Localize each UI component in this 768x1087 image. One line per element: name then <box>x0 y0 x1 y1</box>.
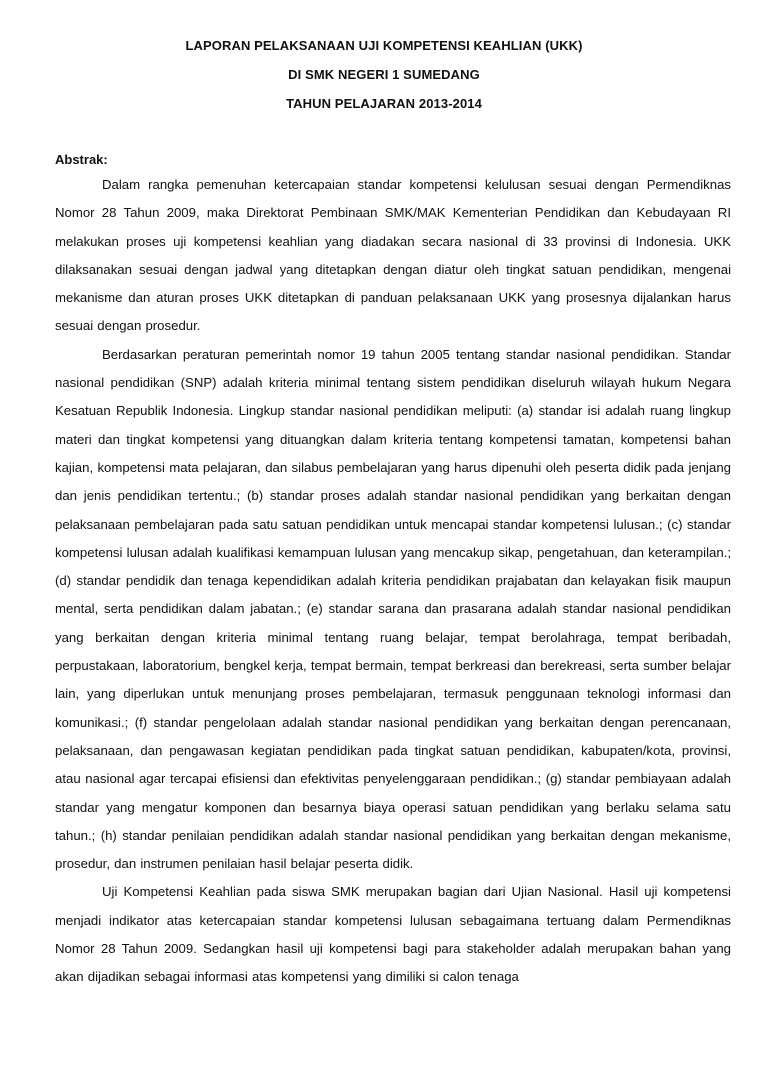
abstract-heading: Abstrak: <box>55 152 108 167</box>
paragraph-intro: Dalam rangka pemenuhan ketercapaian standar kompetensi kelulusan sesuai dengan Permendiknas Nomor 28 Tahun 2009, maka Direktorat Pembinaan SMK/MAK Kementerian Pendidikan dan Kebudayaan RI melakukan proses uji kompetensi keahlian yang diadakan secara nasional di 33 provinsi di Indonesia. UKK dilaksanakan sesuai dengan jadwal yang ditetapkan dengan diatur oleh tingkat satuan pendidikan, mengenai mekanisme dan aturan proses UKK ditetapkan di panduan pelaksanaan UKK yang prosesnya dijalankan harus sesuai dengan prosedur. <box>55 177 731 334</box>
report-title: LAPORAN PELAKSANAAN UJI KOMPETENSI KEAHLIAN (UKK) <box>185 38 583 53</box>
abstract-body <box>55 171 731 992</box>
school-name: DI SMK NEGERI 1 SUMEDANG <box>288 67 480 82</box>
paragraph-snp: Berdasarkan peraturan pemerintah nomor 19 tahun 2005 tentang standar nasional pendidikan. Standar nasional pendidikan (SNP) adalah kriteria minimal tentang sistem pendidikan diseluruh wilayah hukum Negara Kesatuan Republik Indonesia. Lingkup standar nasional pendidikan meliputi: (a) standar isi adalah ruang lingkup materi dan tingkat kompetensi yang dituangkan dalam kriteria tentang kompetensi tamatan, kompetensi bahan kajian, kompetensi mata pelajaran, dan silabus pembelajaran yang harus dipenuhi oleh peserta didik pada jenjang dan jenis pendidikan tertentu.; (b) standar proses adalah standar nasional pendidikan yang berkaitan dengan pelaksanaan pembelajaran pada satu satuan pendidikan untuk mencapai standar kompetensi lulusan.; (c) standar kompetensi lulusan adalah kualifikasi kemampuan lulusan yang mencakup sikap, pengetahuan, dan keterampilan.; (d) standar pendidik dan tenaga kependidikan adalah kriteria pendidikan prajabatan dan kelayakan fisik maupun mental, serta pendidikan dalam jabatan.; (e) standar sarana dan prasarana adalah standar nasional pendidikan yang berkaitan dengan kriteria minimal tentang ruang belajar, tempat berolahraga, tempat beribadah, perpustakaan, laboratorium, bengkel kerja, tempat bermain, tempat berkreasi dan berekreasi, serta sumber belajar lain, yang diperlukan untuk menunjang proses pembelajaran, termasuk penggunaan teknologi informasi dan komunikasi.; (f) standar pengelolaan adalah standar nasional pendidikan yang berkaitan dengan perencanaan, pelaksanaan, dan pengawasan kegiatan pendidikan pada tingkat satuan pendidikan, kabupaten/kota, provinsi, atau nasional agar tercapai efisiensi dan efektivitas penyelenggaraan pendidikan.; (g) standar pembiayaan adalah standar yang mengatur komponen dan besarnya biaya operasi satuan pendidikan yang berlaku selama satu tahun.; (h) standar penilaian pendidikan adalah standar nasional pendidikan yang berkaitan dengan mekanisme, prosedur, dan instrumen penilaian hasil belajar peserta didik. <box>55 346 731 872</box>
academic-year: TAHUN PELAJARAN 2013-2014 <box>286 96 482 111</box>
paragraph-ukk: Uji Kompetensi Keahlian pada siswa SMK merupakan bagian dari Ujian Nasional. Hasil uji kompetensi menjadi indikator atas ketercapaian standar kompetensi lulusan sebagaimana tertuang dalam Permendiknas Nomor 28 Tahun 2009. Sedangkan hasil uji kompetensi bagi para stakeholder adalah merupakan bahan yang akan dijadikan sebagai informasi atas kompetensi yang dimiliki si calon tenaga <box>55 884 731 985</box>
